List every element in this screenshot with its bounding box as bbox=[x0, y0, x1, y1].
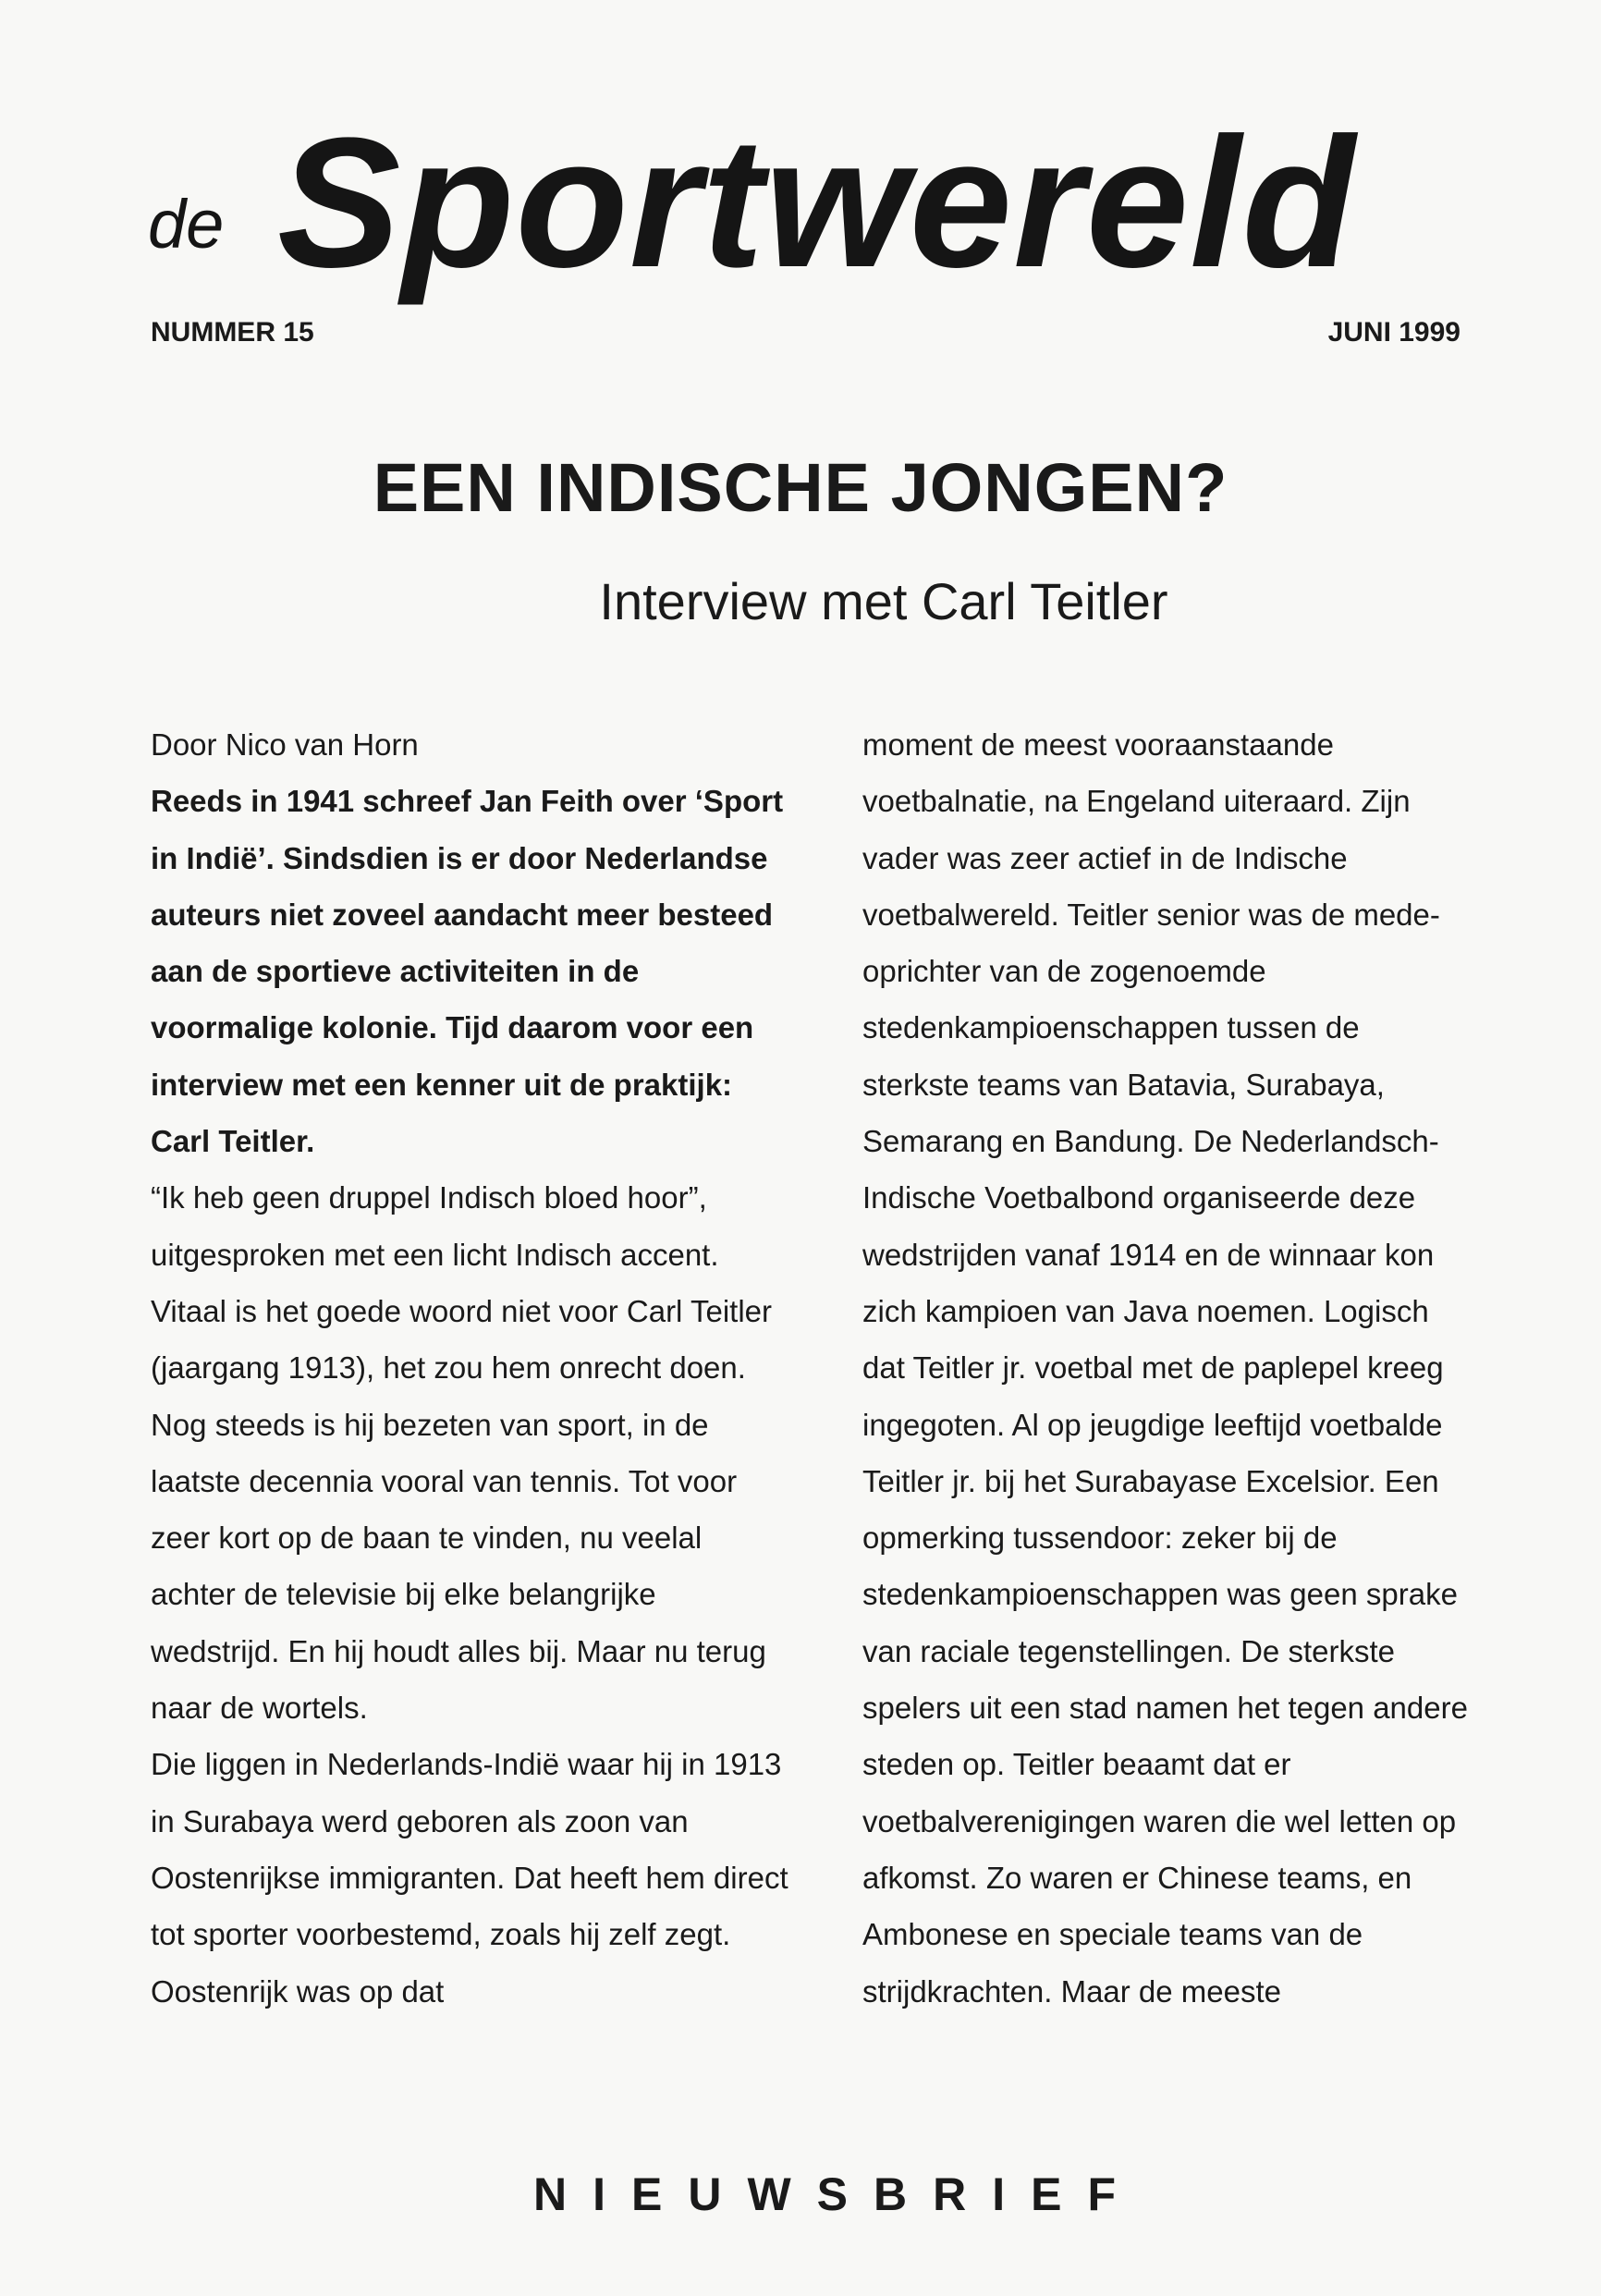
issue-date: JUNI 1999 bbox=[1327, 317, 1460, 348]
article-paragraph: “Ik heb geen druppel Indisch bloed hoor”, uitgesproken met een licht Indisch accent. Vitaal is het goede woord niet voor Carl Teitler (jaargang 1913), het zou hem onrecht doen. Nog steeds is hij bezeten van sport, in de laatste decennia vooral van tennis. Tot voor zeer kort op de baan te vinden, nu veelal achter de televisie bij elke belangrijke wedstrijd. En hij houdt alles bij. Maar nu terug naar de wortels. bbox=[151, 1180, 772, 1726]
newsletter-footer-label: NIEUWSBRIEF bbox=[533, 2168, 1142, 2220]
article-byline: Door Nico van Horn bbox=[151, 727, 419, 762]
masthead bbox=[148, 100, 1356, 306]
article-paragraph: Die liggen in Nederlands-Indië waar hij in 1913 in Surabaya werd geboren als zoon van Oostenrijkse immigranten. Dat heeft hem direct tot sporter voorbestemd, zoals hij zelf zegt. Oostenrijk was op dat bbox=[151, 1747, 788, 2009]
masthead-title: Sportwereld bbox=[277, 100, 1356, 306]
article-headline: EEN INDISCHE JONGEN? bbox=[373, 449, 1228, 526]
article-paragraph: moment de meest vooraanstaande voetbalnatie, na Engeland uiteraard. Zijn vader was zeer actief in de Indische voetbalwereld. Teitler senior was de mede-oprichter van de zogenoemde stedenkampioenschappen tussen de sterkste teams van Batavia, Surabaya, Semarang en Bandung. De Nederlandsch-Indische Voetbalbond organiseerde deze wedstrijden vanaf 1914 en de winnaar kon zich kampioen van Java noemen. Logisch dat Teitler jr. voetbal met de paplepel kreeg ingegoten. Al op jeugdige leeftijd voetbalde Teitler jr. bij het Surabayase Excelsior. Een opmerking tussendoor: zeker bij de stedenkampioenschappen was geen sprake van raciale tegenstellingen. De sterkste spelers uit een stad namen het tegen andere steden op. Teitler beaamt dat er voetbalverenigingen waren die wel letten op afkomst. Zo waren er Chinese teams, en Ambonese en speciale teams van de strijdkrachten. Maar de meeste bbox=[862, 727, 1468, 2009]
article-lead: Reeds in 1941 schreef Jan Feith over ‘Sport in Indië’. Sindsdien is er door Nederlandse auteurs niet zoveel aandacht meer besteed aan de sportieve activiteiten in de voormalige kolonie. Tijd daarom voor een interview met een kenner uit de praktijk: Carl Teitler. bbox=[151, 784, 784, 1159]
article-subheadline: Interview met Carl Teitler bbox=[599, 572, 1168, 630]
article-column-left bbox=[151, 716, 788, 2020]
issue-number: NUMMER 15 bbox=[151, 317, 314, 348]
article-column-right bbox=[862, 716, 1473, 2020]
masthead-prefix: de bbox=[148, 186, 225, 263]
